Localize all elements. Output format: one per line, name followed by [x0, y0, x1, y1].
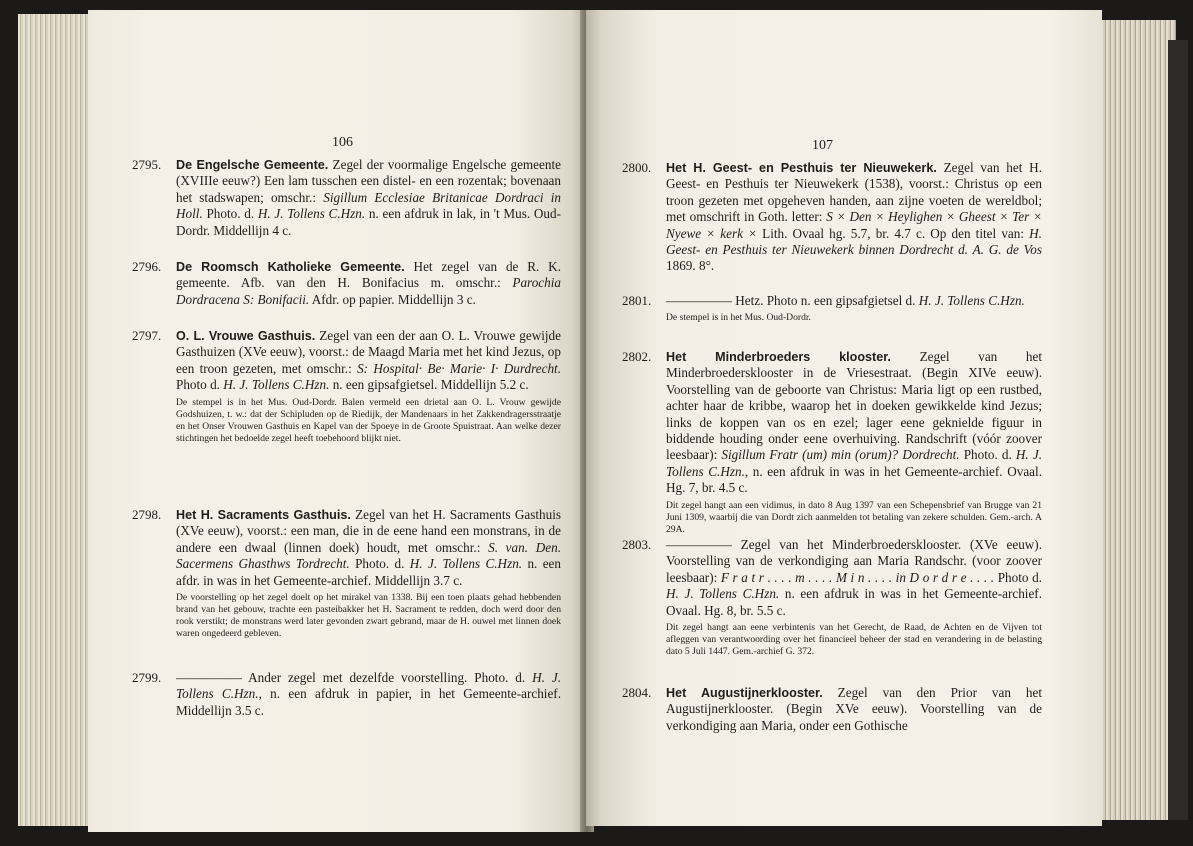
- entry-heading: Het Augustijnerklooster.: [666, 686, 823, 700]
- entry-photographer: H. J. Tollens C.Hzn.: [666, 447, 1042, 479]
- entry-text-2: Afdr. op papier. Middellijn 3 c.: [309, 291, 476, 307]
- entry-heading: Het Minderbroeders klooster.: [666, 350, 891, 364]
- entry-number: 2802.: [622, 349, 652, 364]
- entry-text-3: n. een afdr. in was in het Gemeente-archief. Middellijn 3.7 c.: [176, 556, 562, 588]
- catalog-entry-2801: [622, 293, 1042, 324]
- catalog-entry-2803: [622, 537, 1043, 658]
- left-page: [88, 10, 586, 832]
- page-number: 106: [332, 135, 353, 150]
- entry-heading: Het H. Sacraments Gasthuis.: [176, 508, 351, 522]
- catalog-entry-2796: [132, 259, 562, 308]
- entry-text: Zegel van een der aan O. L. Vrouwe gewijde Gasthuizen (XVe eeuw), voorst.: de Maagd Maria met het kind Jezus, op een troon gezeten, met omschr.:: [176, 328, 561, 376]
- entry-number: 2800.: [622, 160, 652, 175]
- entry-footnote: Dit zegel hangt aan eene verbintenis van het Gerecht, de Raad, de Achten en de Vijven tot afleggen van verantwoording over het financieel beheer der stad en verandering in de belasting dato 5 Juli 1447. Gem.-archief G. 372.: [666, 622, 1042, 658]
- entry-heading: De Engelsche Gemeente.: [176, 158, 329, 172]
- entry-photographer: H. J. Tollens C.Hzn.: [223, 377, 330, 393]
- entry-footnote: De voorstelling op het zegel doelt op het mirakel van 1338. Bij een toen plaats gehad hebbenden brand van het gebouw, trachte een pasteibakker het H. Sacrament te redden, doch werd door den rook verstikt; de monstrans werd later gevonden zwart gebrand, maar de H. ouwel met linnen doek waren ongedeerd gebleven.: [176, 592, 561, 640]
- entry-text-2: Photo d.: [994, 569, 1043, 585]
- entry-photographer: H. J. Tollens C.Hzn.: [409, 556, 523, 572]
- entry-number: 2804.: [622, 685, 652, 700]
- entry-number: 2796.: [132, 259, 162, 274]
- entry-photographer: H. J. Tollens C.Hzn.: [918, 293, 1025, 308]
- entry-text: Zegel van het H. Geest- en Pesthuis ter Nieuwekerk (1538), voorst.: Christus op een troon gezeten met opgeheven handen, aan zijne voeten de wereldbol; met omschrift in Goth. letter:: [666, 160, 1042, 225]
- entry-text: Zegel van den Prior van het Augustijnerklooster. (Begin XVe eeuw). Voorstelling van de verkondiging aan Maria, onder een Gothische: [666, 685, 1042, 733]
- entry-inscription: F r a t r . . . . m . . . . M i n . . . . in D o r d r e . . . .: [720, 569, 995, 585]
- book-cover-edge: [1168, 40, 1188, 820]
- right-page: [586, 10, 1102, 826]
- entry-text: Zegel van het Minderbroedersklooster in de Vriesestraat. (Begin XIVe eeuw). Voorstelling van de geboorte van Christus: Maria ligt op een rustbed, achter haar de kribbe, waarop het in doeken gewikkelde kind Jezus; links de koppen van os en ezel; lager eene geknielde figuur in biddende houding onder eene overhuiving. Randschrift (vóór zoover leesbaar):: [666, 349, 1043, 463]
- entry-number: 2799.: [132, 670, 162, 685]
- catalog-entry-2804: [622, 685, 1042, 734]
- entry-footnote: De stempel is in het Mus. Oud-Dordr. Balen vermeld een drietal aan O. L. Vrouw gewijde Godshuizen, t. w.: dat der Schipluden op de Riedijk, der Mandenaars in het Zakkendragersstraatje en het Onser Vrouwen Gasthuis en Kapel van der Spoeye in de Groote Spuistraat. Aan welke dezer stichtingen het bedoelde zegel heeft toebehoord blijkt niet.: [176, 396, 561, 444]
- entry-text: Het zegel van de R. K. gemeente. Afb. van den H. Bonifacius m. omschr.:: [176, 259, 562, 291]
- entry-photographer: H. J. Tollens C.Hzn.: [176, 670, 561, 702]
- entry-text-2: Photo. d.: [959, 447, 1016, 463]
- entry-text-3: n. een afdruk in lak, in 't Mus. Oud-Dordr. Middellijn 4 c.: [176, 206, 561, 238]
- entry-number: 2803.: [622, 537, 652, 552]
- entry-footnote: De stempel is in het Mus. Oud-Dordr.: [666, 312, 811, 324]
- entry-number: 2797.: [132, 328, 162, 343]
- entry-heading: De Roomsch Katholieke Gemeente.: [176, 260, 405, 274]
- catalog-entry-2799: [132, 670, 561, 719]
- entry-text-2: Lith. Ovaal hg. 5.7, br. 4.7 c. Op den titel van:: [757, 225, 1030, 241]
- catalog-entry-2800: [622, 160, 1043, 275]
- entry-text-3: 1869. 8°.: [666, 258, 715, 274]
- entry-inscription: Sigillum Ecclesiae Britanicae Dordraci in Holl.: [176, 189, 561, 222]
- entry-text-2: Photo. d.: [349, 556, 410, 572]
- entry-inscription: Sigillum Fratr (um) min (orum)? Dordrecht.: [721, 447, 960, 463]
- entry-inscription: S: Hospital· Be· Marie· I· Durdrecht.: [357, 360, 562, 376]
- entry-text: ————— Ander zegel met dezelfde voorstelling. Photo. d.: [176, 670, 533, 685]
- catalog-entry-2795: [132, 157, 561, 239]
- entry-text-2: Photo d.: [176, 377, 224, 393]
- entry-number: 2798.: [132, 507, 162, 522]
- page-number: 107: [812, 138, 833, 153]
- catalog-entry-2798: [132, 507, 562, 640]
- book-page-edges-right: [1098, 20, 1176, 820]
- catalog-entry-2802: [622, 349, 1043, 536]
- entry-text: ————— Hetz. Photo n. een gipsafgietsel d.: [666, 293, 919, 308]
- entry-text-3: , n. een afdruk in was in het Gemeente-archief. Ovaal. Hg. 7, br. 4.5 c.: [666, 463, 1042, 496]
- entry-text: Zegel van het H. Sacraments Gasthuis (XVe eeuw), voorst.: een man, die in de eene hand een monstrans, in de andere een dwaal (linnen doek) houdt, met omschr.:: [176, 507, 561, 555]
- entry-footnote: Dit zegel hangt aan een vidimus, in dato 8 Aug 1397 van een Schepensbrief van Brugge van 21 Juni 1309, waarbij die van Dordt zich aanmelden tot betaling van zekere schulden. Gem.-arch. A 29A.: [666, 499, 1042, 535]
- entry-photographer: H. J. Tollens C.Hzn.: [666, 586, 780, 602]
- entry-text: Zegel der voormalige Engelsche gemeente (XVIIIe eeuw?) Een lam tusschen een distel- en een rozentak; bovenaan het stadswapen; omschr.:: [176, 157, 561, 205]
- entry-inscription: S × Den × Heylighen × Gheest × Ter × Nyewe × kerk ×: [666, 209, 1043, 241]
- entry-inscription: Parochia Dordracena S: Bonifacii.: [176, 275, 561, 307]
- entry-text-3: n. een gipsafgietsel. Middellijn 5.2 c.: [329, 377, 529, 393]
- entry-photographer: H. Geest- en Pesthuis ter Nieuwekerk binnen Dordrecht d. A. G. de Vos: [666, 225, 1042, 258]
- entry-heading: Het H. Geest- en Pesthuis ter Nieuwekerk.: [666, 161, 937, 175]
- entry-heading: O. L. Vrouwe Gasthuis.: [176, 329, 316, 343]
- entry-inscription: S. van. Den. Sacermens Ghasthws Tordrecht.: [176, 539, 561, 572]
- entry-number: 2795.: [132, 157, 162, 172]
- catalog-entry-2797: [132, 328, 562, 445]
- entry-text-2: Photo. d.: [202, 206, 258, 222]
- entry-photographer: H. J. Tollens C.Hzn.: [257, 206, 366, 222]
- entry-text-3: n. een afdruk in was in het Gemeente-archief. Ovaal. Hg. 8, br. 5.5 c.: [666, 586, 1042, 618]
- entry-text-3: , n. een afdruk in papier, in het Gemeente-archief. Middellijn 3.5 c.: [176, 686, 561, 718]
- entry-text: ————— Zegel van het Minderbroedersklooster. (XVe eeuw). Voorstelling van de verkondiging aan Maria Randschr. (voor zoover leesbaar):: [666, 537, 1042, 585]
- entry-number: 2801.: [622, 293, 652, 308]
- book-page-edges-left: [18, 14, 88, 826]
